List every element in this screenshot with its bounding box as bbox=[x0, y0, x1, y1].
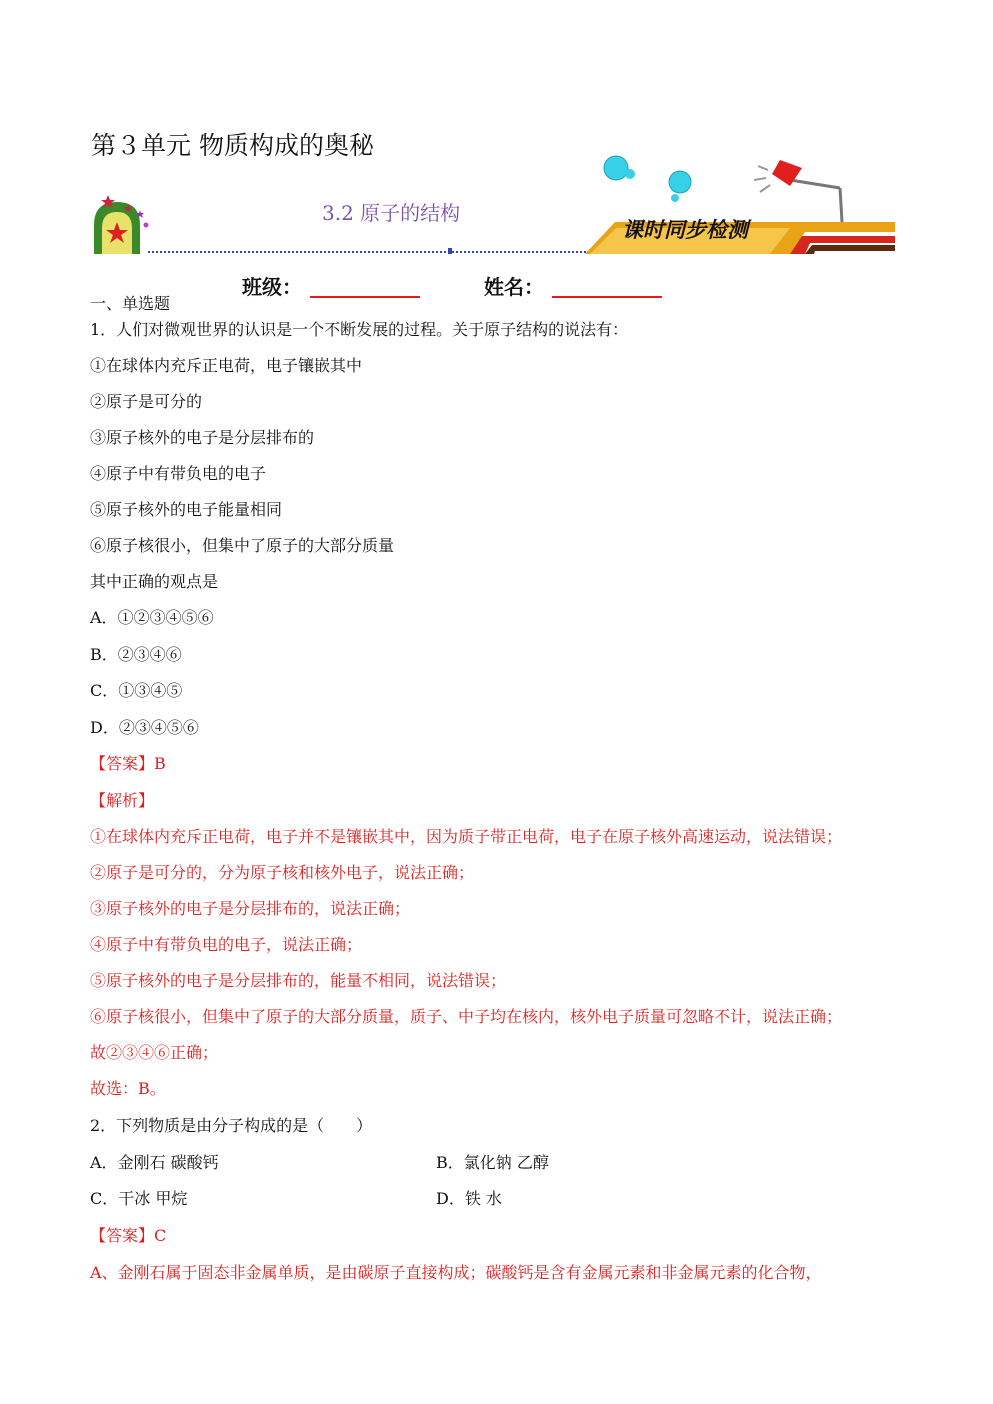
q1-stem: 1．人们对微观世界的认识是一个不断发展的过程。关于原子结构的说法有： bbox=[90, 320, 629, 339]
q1-statement: ①在球体内充斥正电荷，电子镶嵌其中 bbox=[90, 356, 363, 375]
section-title: 3.2 原子的结构 bbox=[322, 201, 461, 225]
q1-option-b[interactable] bbox=[90, 643, 182, 667]
q1-option-d[interactable] bbox=[90, 716, 199, 740]
answer-tag: 【答案】 bbox=[90, 1226, 155, 1245]
q1-statement: ④原子中有带负电的电子 bbox=[90, 464, 267, 483]
q1-statement: ②原子是可分的 bbox=[90, 392, 203, 411]
q1-answer bbox=[90, 752, 166, 776]
option-label: A． bbox=[90, 1153, 118, 1172]
desk-lamp-icon bbox=[754, 160, 842, 222]
section-heading: 一、单选题 bbox=[90, 294, 171, 313]
option-text: ②③④⑥ bbox=[117, 645, 182, 664]
answer-value: B bbox=[154, 754, 166, 773]
q1-analysis-tag: 【解析】 bbox=[90, 791, 155, 810]
option-text: 铁 水 bbox=[464, 1189, 502, 1208]
name-label: 姓名： bbox=[484, 275, 544, 299]
option-label: B． bbox=[436, 1153, 464, 1172]
option-label: C． bbox=[90, 1189, 119, 1208]
unit-title: 第３单元 物质构成的奥秘 bbox=[91, 131, 374, 160]
option-text: 氯化钠 乙醇 bbox=[463, 1153, 549, 1172]
badge-title: 课时同步检测 bbox=[622, 217, 748, 242]
star-badge-icon bbox=[94, 195, 149, 254]
answer-tag: 【答案】 bbox=[90, 754, 155, 773]
q1-prompt: 其中正确的观点是 bbox=[90, 572, 219, 591]
q1-analysis-line: ④原子中有带负电的电子，说法正确； bbox=[90, 935, 363, 954]
option-label: D． bbox=[436, 1189, 465, 1208]
name-blank[interactable] bbox=[552, 276, 662, 298]
q2-answer bbox=[90, 1224, 166, 1248]
class-field[interactable] bbox=[242, 272, 420, 302]
option-label: C． bbox=[90, 681, 119, 700]
q2-stem: 2．下列物质是由分子构成的是（ ） bbox=[90, 1116, 373, 1135]
option-text: ①②③④⑤⑥ bbox=[117, 608, 214, 627]
class-label: 班级： bbox=[242, 275, 302, 299]
q1-analysis-line: ⑤原子核外的电子是分层排布的，能量不相同，说法错误； bbox=[90, 971, 507, 990]
option-text: 金刚石 碳酸钙 bbox=[117, 1153, 219, 1172]
q2-option-d[interactable] bbox=[436, 1187, 502, 1211]
q1-analysis-line: ⑥原子核很小，但集中了原子的大部分质量，质子、中子均在核内，核外电子质量可忽略不计，说法正确； bbox=[90, 1007, 843, 1026]
option-label: A． bbox=[90, 608, 118, 627]
q2-analysis-line: A、金刚石属于固态非金属单质，是由碳原子直接构成；碳酸钙是含有金属元素和非金属元素的化合物， bbox=[90, 1263, 822, 1282]
q1-statement: ⑥原子核很小，但集中了原子的大部分质量 bbox=[90, 536, 395, 555]
option-label: B． bbox=[90, 645, 118, 664]
q1-option-c[interactable] bbox=[90, 679, 182, 703]
q1-statement: ⑤原子核外的电子能量相同 bbox=[90, 500, 283, 519]
bubbles-icon bbox=[604, 156, 691, 202]
q1-analysis-line: ②原子是可分的，分为原子核和核外电子，说法正确； bbox=[90, 863, 475, 882]
q1-option-a[interactable] bbox=[90, 606, 214, 630]
q1-analysis-line: 故选：B。 bbox=[90, 1079, 166, 1098]
q2-option-a[interactable] bbox=[90, 1151, 219, 1175]
q2-option-c[interactable] bbox=[90, 1187, 187, 1211]
q1-analysis-line: ①在球体内充斥正电荷，电子并不是镶嵌其中，因为质子带正电荷，电子在原子核外高速运动，说法错误； bbox=[90, 827, 843, 846]
name-field[interactable] bbox=[484, 272, 662, 302]
answer-value: C bbox=[154, 1226, 167, 1245]
q1-analysis-line: 故②③④⑥正确； bbox=[90, 1043, 219, 1062]
header-banner bbox=[90, 150, 895, 260]
class-blank[interactable] bbox=[310, 276, 420, 298]
option-text: ②③④⑤⑥ bbox=[118, 718, 199, 737]
option-text: ①③④⑤ bbox=[118, 681, 183, 700]
q1-analysis-line: ③原子核外的电子是分层排布的，说法正确； bbox=[90, 899, 411, 918]
option-label: D． bbox=[90, 718, 119, 737]
q1-statement: ③原子核外的电子是分层排布的 bbox=[90, 428, 315, 447]
q2-option-b[interactable] bbox=[436, 1151, 549, 1175]
option-text: 干冰 甲烷 bbox=[118, 1189, 188, 1208]
